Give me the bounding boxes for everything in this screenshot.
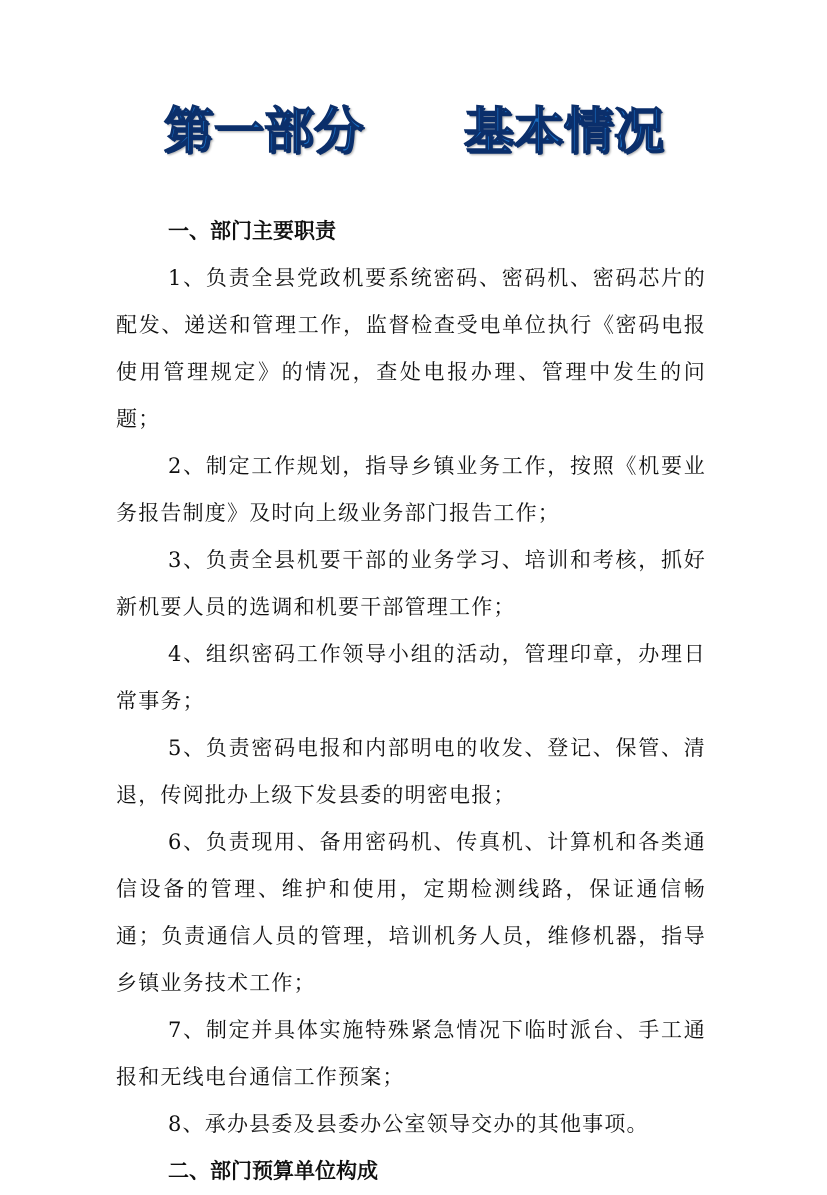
paragraph-6: 6、负责现用、备用密码机、传真机、计算机和各类通信设备的管理、维护和使用，定期检测线路，保证通信畅通；负责通信人员的管理，培训机务人员，维修机器，指导乡镇业务技术工作； [116, 830, 706, 995]
paragraph-2: 2、制定工作规划，指导乡镇业务工作，按照《机要业务报告制度》及时向上级业务部门报告工作； [116, 454, 706, 525]
section-heading-budget-units: 二、部门预算单位构成 [168, 1159, 378, 1183]
paragraph-7: 7、制定并具体实施特殊紧急情况下临时派台、手工通报和无线电台通信工作预案； [116, 1018, 706, 1089]
document-body [116, 208, 706, 1195]
section-heading-responsibilities: 一、部门主要职责 [168, 219, 336, 243]
paragraph-1: 1、负责全县党政机要系统密码、密码机、密码芯片的配发、递送和管理工作，监督检查受电单位执行《密码电报使用管理规定》的情况，查处电报办理、管理中发生的问题； [116, 266, 706, 431]
paragraph-8: 8、承办县委及县委办公室领导交办的其他事项。 [168, 1112, 649, 1136]
paragraph-4: 4、组织密码工作领导小组的活动，管理印章，办理日常事务； [116, 642, 706, 713]
paragraph-5: 5、负责密码电报和内部明电的收发、登记、保管、清退，传阅批办上级下发县委的明密电报； [116, 736, 706, 807]
document-title: 第一部分 基本情况 [163, 102, 664, 160]
paragraph-3: 3、负责全县机要干部的业务学习、培训和考核，抓好新机要人员的选调和机要干部管理工作； [116, 548, 706, 619]
